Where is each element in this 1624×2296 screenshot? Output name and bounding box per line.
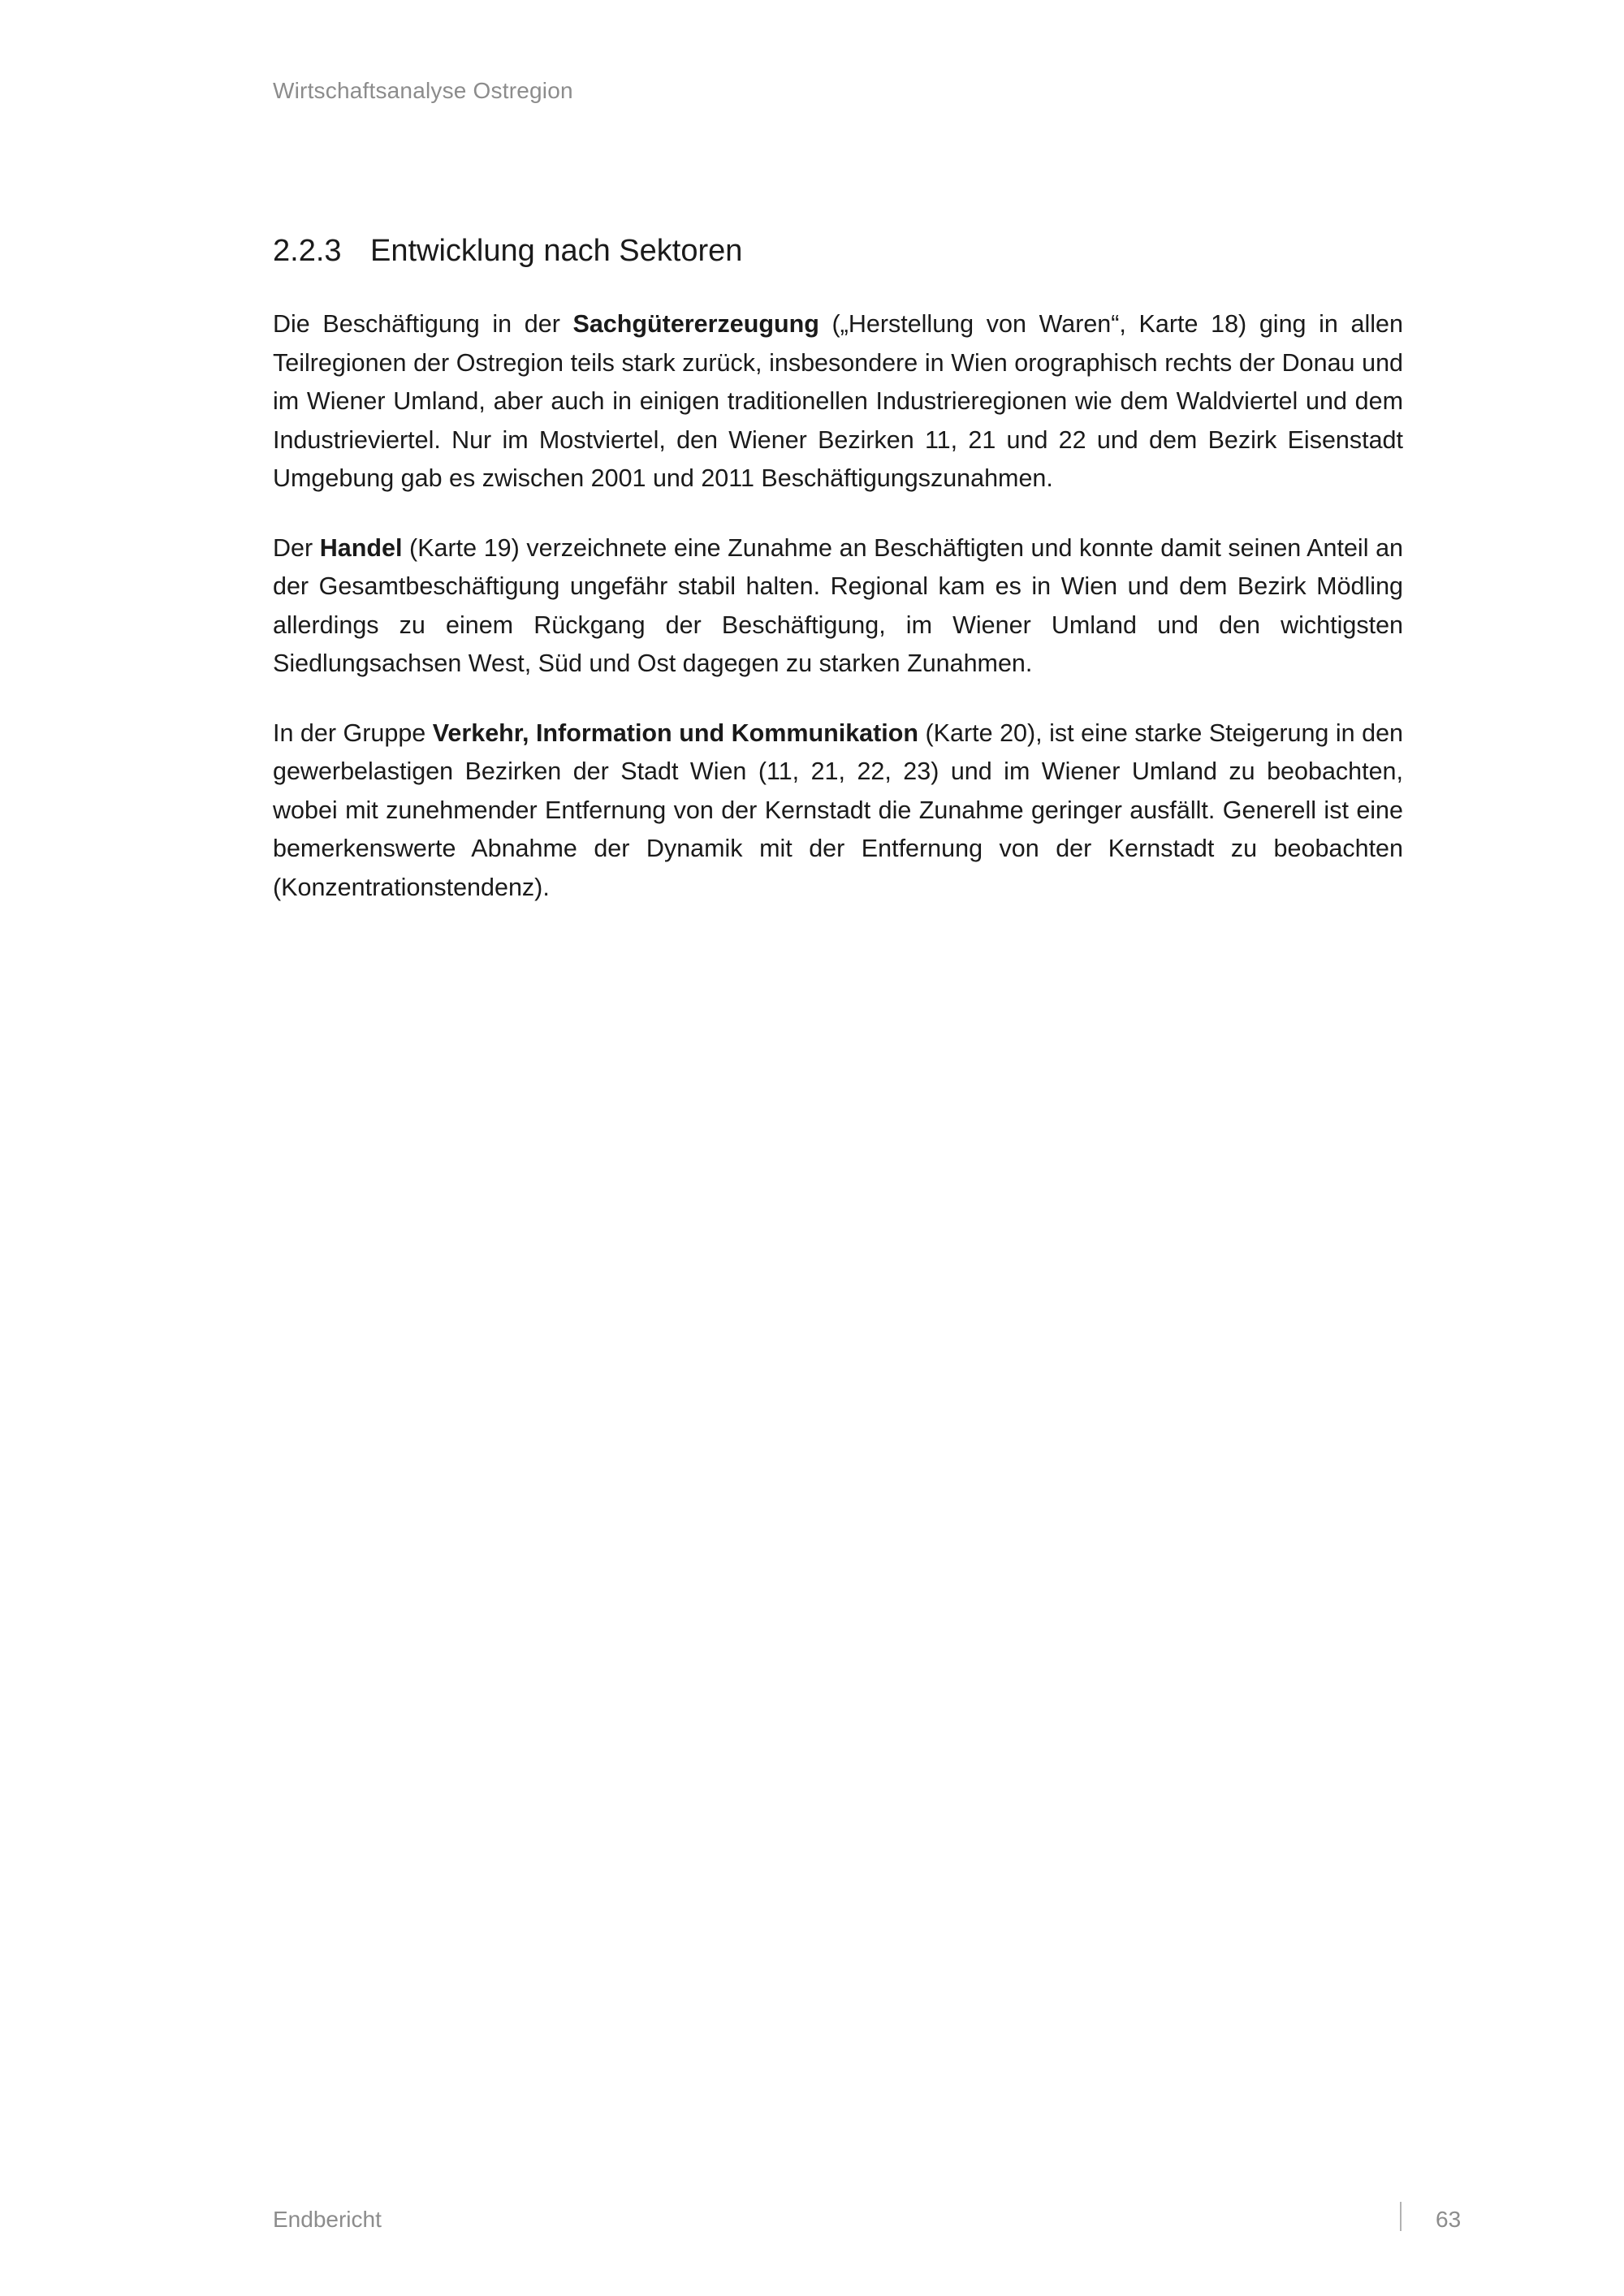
running-header: Wirtschaftsanalyse Ostregion [273,78,573,103]
paragraph-handel [273,529,1403,684]
paragraph-verkehr [273,714,1403,908]
paragraph-text: (Karte 20), ist eine starke Steigerung in den gewerbelastigen Bezirken der Stadt Wien (11, 21, 22, 23) und im Wiener Umland zu beobachten, wobei mit zunehmender Entfernung von der Kernstadt die Zunahme geringer ausfällt. Generell ist eine bemerkenswerte Abnahme der Dynamik mit der Entfernung von der Kernstadt zu beobachten (Konzentrationstendenz). [273,719,1403,901]
paragraph-keyword: Verkehr, Information und Kommunikation [432,719,919,747]
section-title: Entwicklung nach Sektoren [370,234,743,268]
section-number: 2.2.3 [273,234,342,268]
footer-divider [1400,2202,1402,2231]
paragraph-text: In der Gruppe [273,719,433,747]
body-text [273,305,1403,938]
paragraph-text: Der [273,533,320,562]
footer-report-label: Endbericht [273,2207,382,2232]
paragraph-text: (Karte 19) verzeichnete eine Zunahme an Beschäftigten und konnte damit seinen Anteil an der Gesamtbeschäftigung ungefähr stabil halten. Regional kam es in Wien und dem Bezirk Mödling allerdings zu einem Rückgang der Beschäftigung, im Wiener Umland und den wichtigsten Siedlungsachsen West, Süd und Ost dagegen zu starken Zunahmen. [273,533,1403,677]
paragraph-sachgueter [273,305,1403,498]
paragraph-keyword: Handel [319,533,403,562]
paragraph-keyword: Sachgütererzeugung [572,310,819,338]
section-heading [273,234,742,269]
page-number: 63 [1436,2207,1462,2232]
paragraph-text: Die Beschäftigung in der [273,310,573,338]
paragraph-text: („Herstellung von Waren“, Karte 18) ging in allen Teilregionen der Ostregion teils stark zurück, insbesondere in Wien orographisch rechts der Donau und im Wiener Umland, aber auch in einigen traditionellen Industrieregionen wie dem Waldviertel und dem Industrieviertel. Nur im Mostviertel, den Wiener Bezirken 11, 21 und 22 und dem Bezirk Eisenstadt Umgebung gab es zwischen 2001 und 2011 Beschäftigungszunahmen. [273,310,1403,492]
